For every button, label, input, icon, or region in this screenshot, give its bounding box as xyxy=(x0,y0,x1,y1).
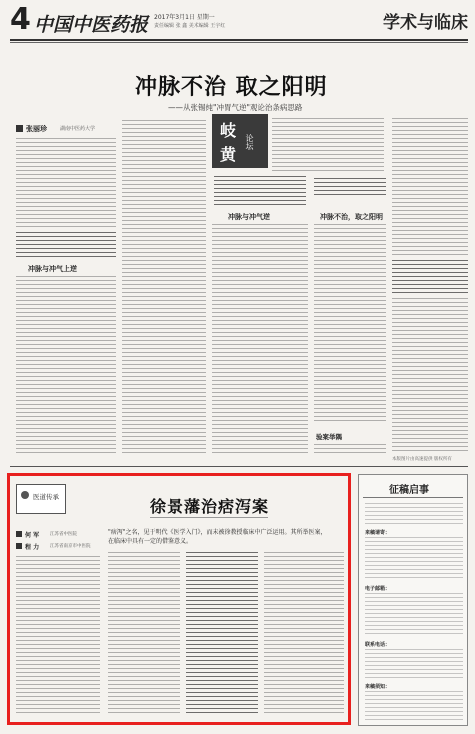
column-tag xyxy=(16,484,66,514)
author-2-name: 程 力 xyxy=(25,544,40,551)
lead-column-5-text xyxy=(392,118,468,256)
author-2-icon xyxy=(16,543,22,549)
highlighted-title-underline xyxy=(150,517,268,518)
sidebar-line-1: 来稿请寄： xyxy=(365,530,391,536)
forum-badge xyxy=(212,114,268,168)
lead-author-unit: 湖南中医药大学 xyxy=(60,126,96,132)
forum-badge-char-3: 论坛 xyxy=(245,134,254,150)
date-line: 2017年3月1日 星期一 xyxy=(154,14,215,21)
lead-column-3-top xyxy=(272,118,384,174)
sidebar xyxy=(358,474,468,726)
highlighted-title: 徐景藩治痞泻案 xyxy=(150,497,270,516)
column-tag-icon xyxy=(21,491,29,499)
section-title: 学术与临床 xyxy=(383,13,468,33)
sidebar-intro xyxy=(365,503,463,525)
lead-author: 张丽珍 xyxy=(26,125,47,133)
lead-title: 冲脉不治 取之阳明 xyxy=(135,74,328,100)
page-number: 4 xyxy=(10,2,31,37)
forum-badge-char-2: 黄 xyxy=(220,145,237,164)
footer-note: 本版图片由高速提供 版权所有 xyxy=(392,457,452,462)
column-heading-1: 冲脉与冲气上逆 xyxy=(28,265,77,273)
sidebar-line-2: 电子邮箱： xyxy=(365,586,391,592)
lead-column-4-intro xyxy=(314,178,386,198)
masthead xyxy=(10,4,468,40)
sidebar-title-rule xyxy=(363,497,463,498)
highlighted-column-1 xyxy=(16,556,100,716)
author-icon xyxy=(16,125,23,132)
section-divider xyxy=(10,466,468,467)
lead-end-note: 验案举隅 xyxy=(316,433,342,441)
lead-column-1-bold xyxy=(16,232,116,260)
author-1-icon xyxy=(16,531,22,537)
lead-author-tag xyxy=(16,124,126,134)
column-tag-label: 医道传承 xyxy=(33,493,59,501)
author-1-name: 何 军 xyxy=(25,532,40,539)
forum-badge-char-1: 岐 xyxy=(220,121,237,140)
lead-column-1-text xyxy=(16,138,116,230)
sidebar-block-1 xyxy=(365,537,463,581)
author-1-unit: 江苏省中医院 xyxy=(50,532,77,537)
highlighted-intro: "痞泻"之名，见于明代《医学入门》，而未被徐教授临床中广泛运用。其所举医案，在临床中具有一定的借鉴意义。 xyxy=(108,529,327,545)
sidebar-line-3: 联系电话： xyxy=(365,642,391,648)
column-heading-3: 冲脉不治，取之阳明 xyxy=(320,213,383,221)
sidebar-line-4: 来稿须知： xyxy=(365,684,391,690)
highlighted-column-4 xyxy=(264,552,344,716)
sidebar-title: 征稿启事 xyxy=(389,485,429,496)
masthead-rule xyxy=(10,39,468,41)
highlighted-author-1 xyxy=(16,530,102,538)
column-heading-2: 冲脉与冲气逆 xyxy=(228,213,270,221)
masthead-rule-thin xyxy=(10,42,468,43)
lead-column-3-intro xyxy=(214,176,306,206)
editor-line: 责任编辑 张 鑫 美术编辑 王宇红 xyxy=(154,23,226,29)
lead-column-2-text xyxy=(122,120,206,454)
sidebar-block-4 xyxy=(365,691,463,721)
sidebar-block-3 xyxy=(365,649,463,679)
highlighted-column-2 xyxy=(108,552,180,716)
lead-column-1-text-b xyxy=(16,276,116,454)
lead-subtitle: ——从张锡纯"冲胃气逆"观论治条病思路 xyxy=(168,103,303,112)
lead-column-5-bold xyxy=(392,260,468,294)
sidebar-block-2 xyxy=(365,593,463,637)
paper-name: 中国中医药报 xyxy=(34,14,149,36)
highlighted-column-3 xyxy=(186,552,258,716)
lead-column-5-text-b xyxy=(392,298,468,454)
lead-column-4-text xyxy=(314,224,386,424)
lead-column-4-tail xyxy=(314,444,386,454)
author-2-unit: 江苏省南京市中医院 xyxy=(50,544,91,549)
highlighted-author-2 xyxy=(16,542,102,550)
lead-column-3-text xyxy=(212,224,308,454)
